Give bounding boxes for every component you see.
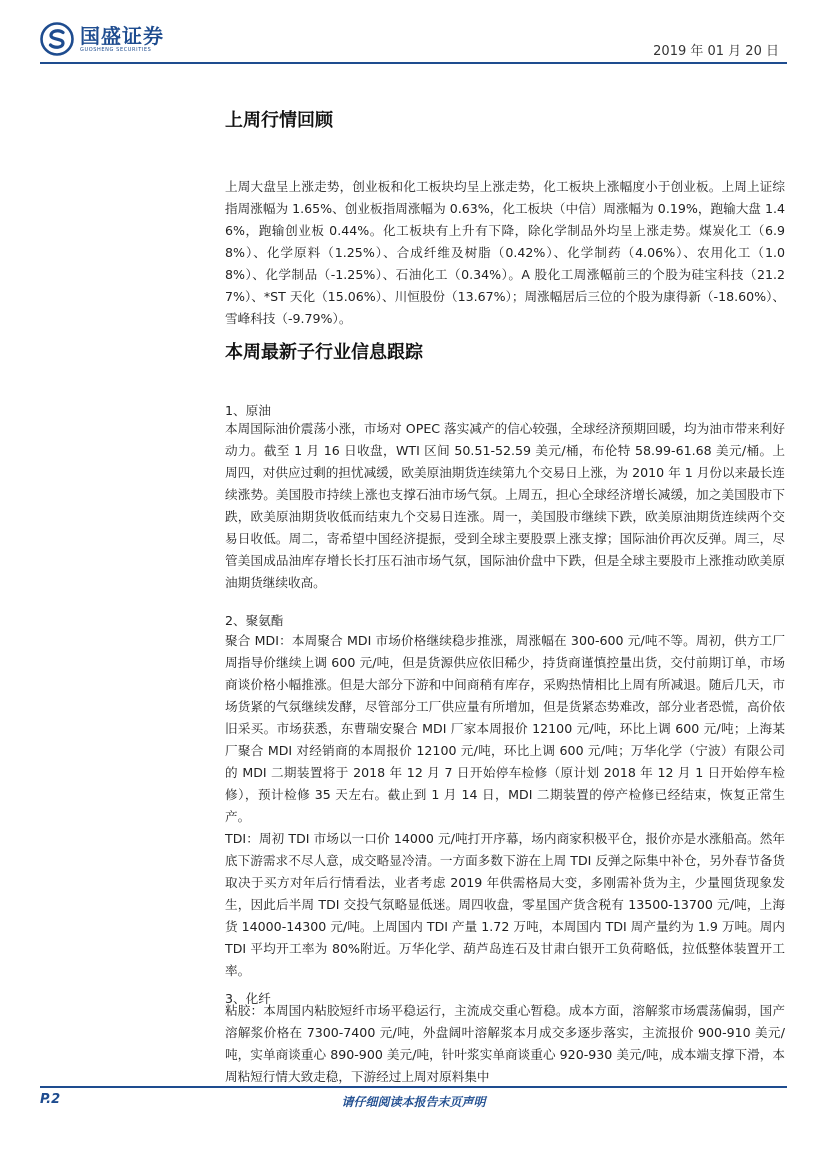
logo-name-cn: 国盛证券	[80, 23, 164, 48]
header-divider	[40, 62, 787, 64]
logo-name-en: GUOSHENG SECURITIES	[80, 46, 152, 53]
disclaimer-note: 请仔细阅读本报告末页声明	[341, 1095, 486, 1109]
footer-divider	[40, 1086, 787, 1088]
section-heading-market-review: 上周行情回顾	[225, 110, 333, 131]
page-header	[0, 0, 827, 70]
viscose-paragraph: 粘胶：本周国内粘胶短纤市场平稳运行，主流成交重心暂稳。成本方面，溶解浆市场震荡偏弱，国产溶解浆价格在 7300-7400 元/吨，外盘阔叶溶解浆本月成交多逐步落实，主流报价 900-910 美元/吨，实单商谈重心 890-900 美元/吨，针叶浆实单商谈重心 920-930 美元/吨，成本端支撑下滑，本周粘短行情大致走稳，下游经过上周对原料集中	[225, 1003, 785, 1084]
page-number: P.2	[40, 1092, 61, 1107]
market-review-paragraph: 上周大盘呈上涨走势，创业板和化工板块均呈上涨走势，化工板块上涨幅度小于创业板。上周上证综指周涨幅为 1.65%、创业板指周涨幅为 0.63%，化工板块（中信）周涨幅为 0.19%，跑输大盘 1.46%，跑输创业板 0.44%。化工板块有上升有下降，除化学制品外均呈上涨走势。煤炭化工（6.98%）、化学原料（1.25%）、合成纤维及树脂（0.42%）、化学制药（4.06%）、农用化工（1.08%）、化学制品（-1.25%）、石油化工（0.34%）。A 股化工周涨幅前三的个股为硅宝科技（21.27%）、*ST 天化（15.06%）、川恒股份（13.67%）；周涨幅居后三位的个股为康得新（-18.60%）、雪峰科技（-9.79%）。	[225, 179, 785, 326]
logo-icon	[40, 22, 74, 56]
subsection-title-polyurethane: 2、聚氨酯	[225, 613, 284, 628]
section-heading-industry-tracking: 本周最新子行业信息跟踪	[225, 342, 423, 363]
subsection-title-chemical-fiber: 3、化纤	[225, 991, 271, 1006]
mdi-paragraph: 聚合 MDI：本周聚合 MDI 市场价格继续稳步推涨，周涨幅在 300-600 元/吨不等。周初，供方工厂周指导价继续上调 600 元/吨，但是货源供应依旧稀少，持货商谨慎控量出货，交付前期订单，市场商谈价格小幅推涨。但是大部分下游和中间商稍有库存，采购热情相比上周有所减退。随后几天，市场货紧的气氛继续发酵，尽管部分工厂供应量有所增加，但是货紧态势难改，部分业者恐慌，高价依旧采买。市场获悉，东曹瑞安聚合 MDI 厂家本周报价 12100 元/吨，环比上调 600 元/吨；上海某厂聚合 MDI 对经销商的本周报价 12100 元/吨，环比上调 600 元/吨；万华化学（宁波）有限公司的 MDI 二期装置将于 2018 年 12 月 7 日开始停车检修（原计划 2018 年 12 月 1 日开始停车检修），预计检修 35 天左右。截止到 1 月 14 日，MDI 二期装置的停产检修已经结束，恢复正常生产。	[225, 633, 785, 824]
tdi-paragraph: TDI：周初 TDI 市场以一口价 14000 元/吨打开序幕，场内商家积极平仓，报价亦是水涨船高。然年底下游需求不尽人意，成交略显冷清。一方面多数下游在上周 TDI 反弹之际集中补仓，另外春节备货取决于买方对年后行情看法，业者考虑 2019 年供需格局大变，多刚需补货为主，少量囤货现象发生，因此后半周 TDI 交投气氛略显低迷。周四收盘，零星国产货含税有 13500-13700 元/吨，上海货 14000-14300 元/吨。上周国内 TDI 产量 1.72 万吨，本周国内 TDI 周产量约为 1.9 万吨。周内 TDI 平均开工率为 80%附近。万华化学、葫芦岛连石及甘肃白银开工负荷略低，拉低整体装置开工率。	[225, 831, 785, 978]
subsection-title-crude-oil: 1、原油	[225, 403, 271, 418]
company-logo	[40, 22, 164, 56]
crude-oil-paragraph: 本周国际油价震荡小涨，市场对 OPEC 落实减产的信心较强，全球经济预期回暖，均为油市带来利好动力。截至 1 月 16 日收盘，WTI 区间 50.51-52.59 美元/桶，布伦特 58.99-61.68 美元/桶。上周四，对供应过剩的担忧减缓，欧美原油期货连续第九个交易日上涨，为 2010 年 1 月份以来最长连续涨势。美国股市持续上涨也支撑石油市场气氛。上周五，担心全球经济增长减缓，加之美国股市下跌，欧美原油期货收低而结束九个交易日连涨。周一，美国股市继续下跌，欧美原油期货连续两个交易日收低。周二，寄希望中国经济提振，受到全球主要股票上涨支撑；国际油价再次反弹。周三，尽管美国成品油库存增长长打压石油市场气氛，国际油价盘中下跌，但是全球主要股市上涨推动欧美原油期货继续收高。	[225, 421, 785, 590]
report-date: 2019 年 01 月 20 日	[653, 44, 779, 59]
